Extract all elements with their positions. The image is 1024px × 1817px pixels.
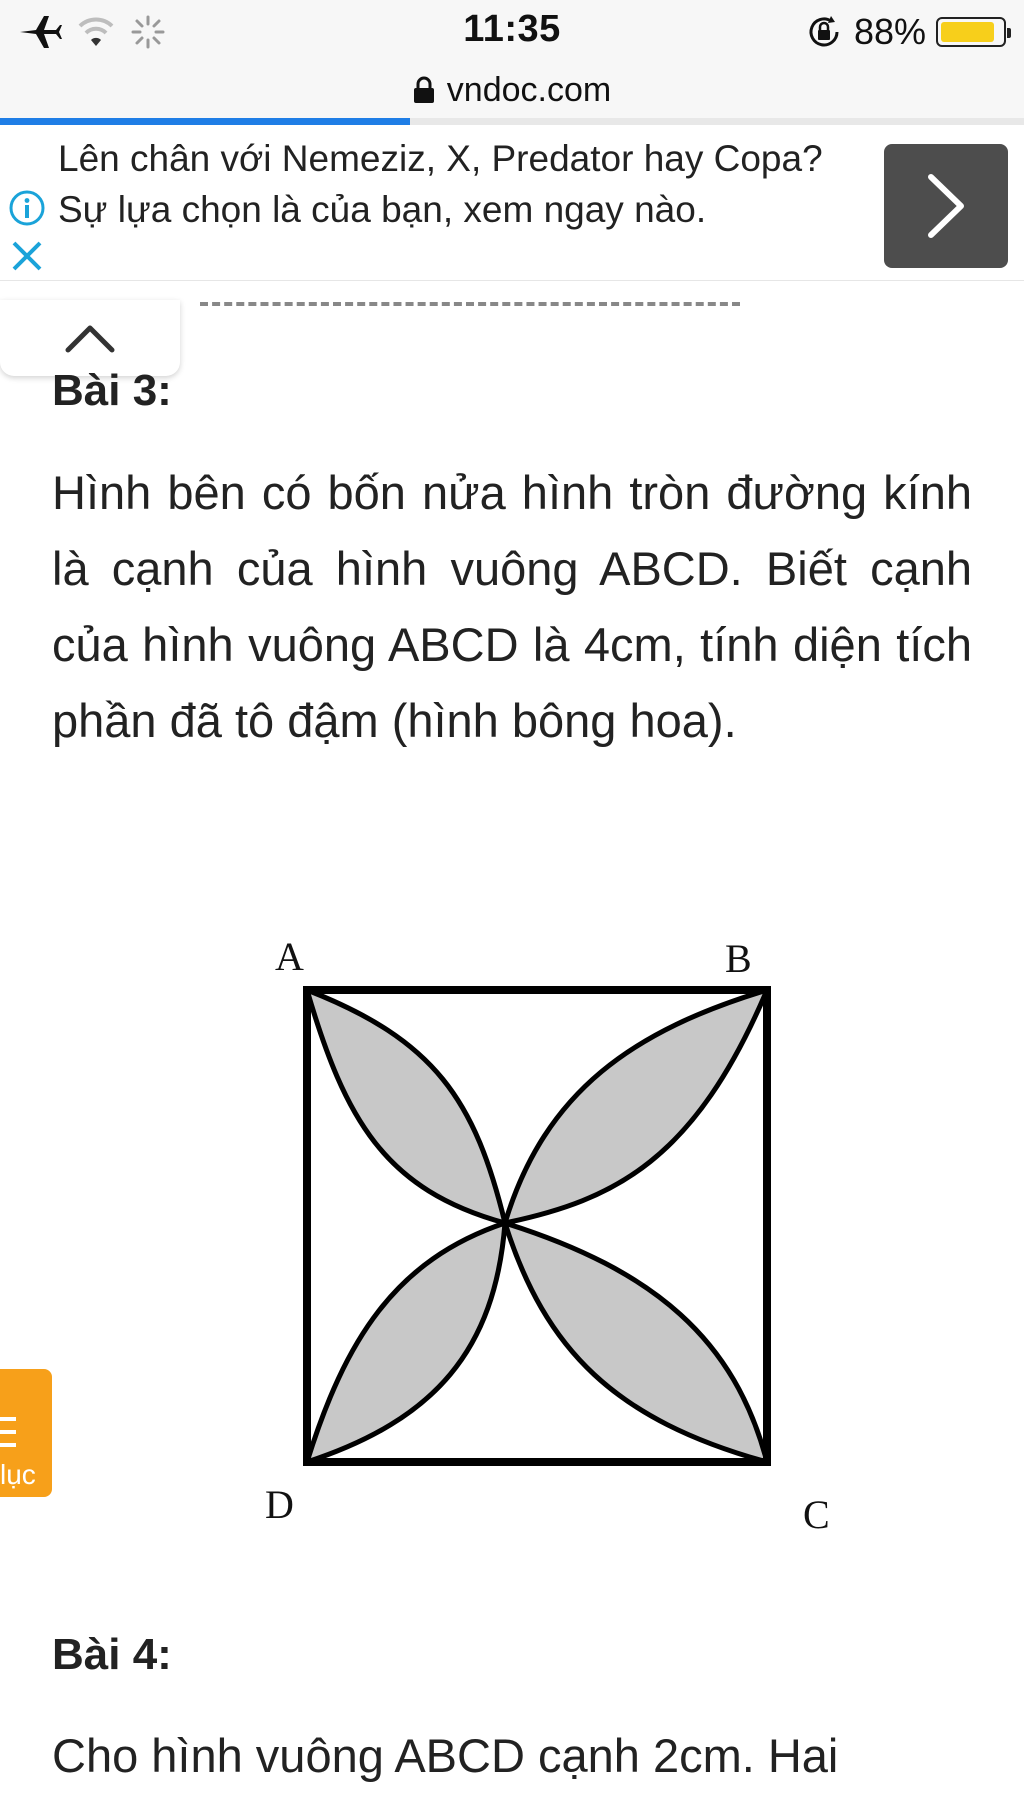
paragraph-bai-3: Hình bên có bốn nửa hình tròn đường kính là cạnh của hình vuông ABCD. Biết cạnh của hình vuông ABCD là 4cm, tính diện tích phần đã tô đậm (hình bông hoa).: [52, 466, 972, 747]
page-load-progress-fill: [0, 118, 410, 125]
ad-collapse-button[interactable]: [0, 300, 180, 376]
flower-square-figure: [255, 920, 855, 1560]
petal-c: [505, 1223, 767, 1462]
ad-text[interactable]: Lên chân với Nemeziz, X, Predator hay Copa? Sự lựa chọn là của bạn, xem ngay nào.: [58, 138, 823, 230]
ad-cta-button[interactable]: [884, 144, 1008, 268]
battery-level-fill: [941, 22, 994, 42]
status-bar: [0, 0, 1024, 62]
chevron-up-icon: [64, 321, 116, 355]
status-right: [804, 12, 1006, 52]
label-d: D: [265, 1482, 294, 1527]
heading-bai-3: Bài 3:: [52, 366, 172, 415]
table-of-contents-tab[interactable]: [0, 1369, 52, 1497]
page-load-progress: [0, 118, 1024, 125]
table-of-contents-label: lục: [0, 1459, 36, 1490]
heading-bai-4: Bài 4:: [52, 1630, 172, 1679]
petal-d: [307, 1223, 505, 1462]
battery-icon: [936, 17, 1006, 47]
close-icon[interactable]: [8, 237, 46, 275]
label-a: A: [275, 934, 304, 979]
clipped-previous-text: [200, 296, 740, 306]
ad-banner[interactable]: [0, 125, 1024, 281]
address-bar[interactable]: [0, 62, 1024, 118]
status-time: 11:35: [463, 8, 561, 50]
menu-icon: [0, 1415, 18, 1449]
petal-b: [505, 990, 767, 1223]
petal-a: [307, 990, 505, 1223]
url-text[interactable]: vndoc.com: [446, 70, 612, 109]
orientation-lock-icon: [804, 12, 844, 52]
paragraph-bai-4: Cho hình vuông ABCD cạnh 2cm. Hai: [52, 1729, 839, 1782]
info-icon[interactable]: [8, 189, 46, 227]
label-b: B: [725, 936, 752, 981]
label-c: C: [803, 1492, 830, 1537]
lock-icon: [413, 76, 435, 104]
battery-percent: 88%: [853, 11, 926, 52]
ad-controls: [8, 189, 46, 275]
chevron-right-icon: [921, 171, 971, 241]
battery-cap: [1007, 28, 1011, 38]
